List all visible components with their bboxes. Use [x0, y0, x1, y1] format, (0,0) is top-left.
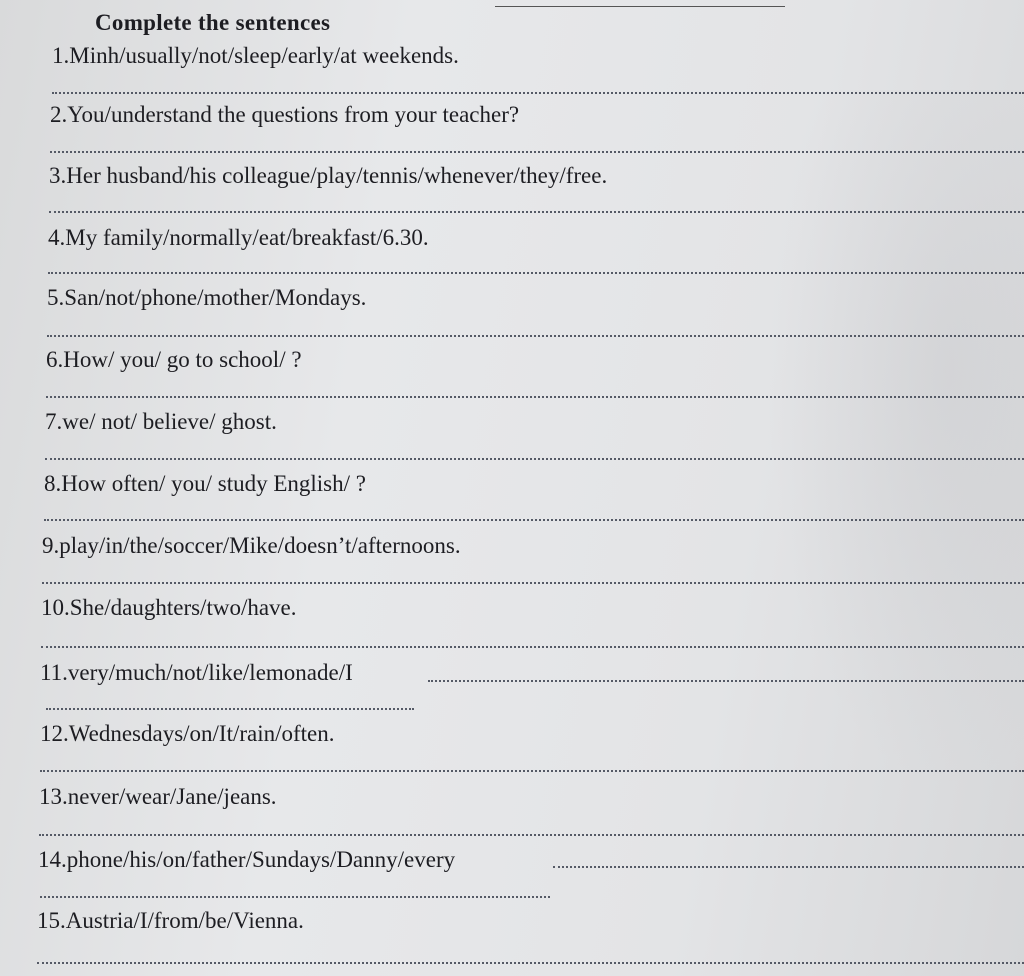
- sentence-prompt-1: 1.Minh/usually/not/sleep/early/at weekends.: [52, 43, 459, 68]
- answer-line-2[interactable]: [50, 151, 1024, 153]
- answer-line-8[interactable]: [44, 519, 1024, 521]
- answer-line-15[interactable]: [37, 962, 1024, 964]
- answer-line-7[interactable]: [45, 458, 1024, 460]
- sentence-prompt-14: 14.phone/his/on/father/Sundays/Danny/every: [38, 847, 456, 872]
- answer-line-11b[interactable]: [46, 708, 414, 710]
- sentence-prompt-2: 2.You/understand the questions from your teacher?: [50, 102, 520, 127]
- answer-line-6[interactable]: [46, 396, 1024, 398]
- sentence-prompt-3: 3.Her husband/his colleague/play/tennis/whenever/they/free.: [49, 163, 608, 188]
- sentence-prompt-15: 15.Austria/I/from/be/Vienna.: [37, 908, 304, 933]
- sentence-prompt-5: 5.San/not/phone/mother/Mondays.: [47, 285, 367, 310]
- sentence-prompt-13: 13.never/wear/Jane/jeans.: [39, 784, 277, 809]
- sentence-prompt-10: 10.She/daughters/two/have.: [41, 595, 297, 620]
- answer-line-13[interactable]: [39, 834, 1024, 836]
- sentence-prompt-8: 8.How often/ you/ study English/ ?: [44, 471, 366, 496]
- answer-line-14b[interactable]: [40, 896, 550, 898]
- previous-exercise-fragment: [60, 0, 960, 10]
- answer-line-1[interactable]: [52, 92, 1024, 94]
- answer-line-3[interactable]: [49, 211, 1024, 213]
- sentence-prompt-4: 4.My family/normally/eat/breakfast/6.30.: [48, 225, 429, 250]
- header-answer-blank: [495, 6, 785, 7]
- answer-line-4[interactable]: [48, 272, 1024, 274]
- answer-line-5[interactable]: [47, 335, 1024, 337]
- sentence-prompt-6: 6.How/ you/ go to school/ ?: [46, 347, 302, 372]
- answer-line-9[interactable]: [42, 582, 1024, 584]
- sentence-prompt-7: 7.we/ not/ believe/ ghost.: [45, 409, 277, 434]
- answer-line-11a[interactable]: [428, 680, 1024, 682]
- answer-line-12[interactable]: [40, 770, 1024, 772]
- answer-line-10[interactable]: [41, 646, 1024, 648]
- sentence-prompt-9: 9.play/in/the/soccer/Mike/doesn’t/afternoons.: [42, 533, 461, 558]
- paper-shadow: [764, 90, 1024, 790]
- worksheet-title: Complete the sentences: [95, 10, 331, 35]
- sentence-prompt-12: 12.Wednesdays/on/It/rain/often.: [40, 721, 335, 746]
- sentence-prompt-11: 11.very/much/not/like/lemonade/I: [40, 660, 353, 685]
- answer-line-14a[interactable]: [553, 866, 1024, 868]
